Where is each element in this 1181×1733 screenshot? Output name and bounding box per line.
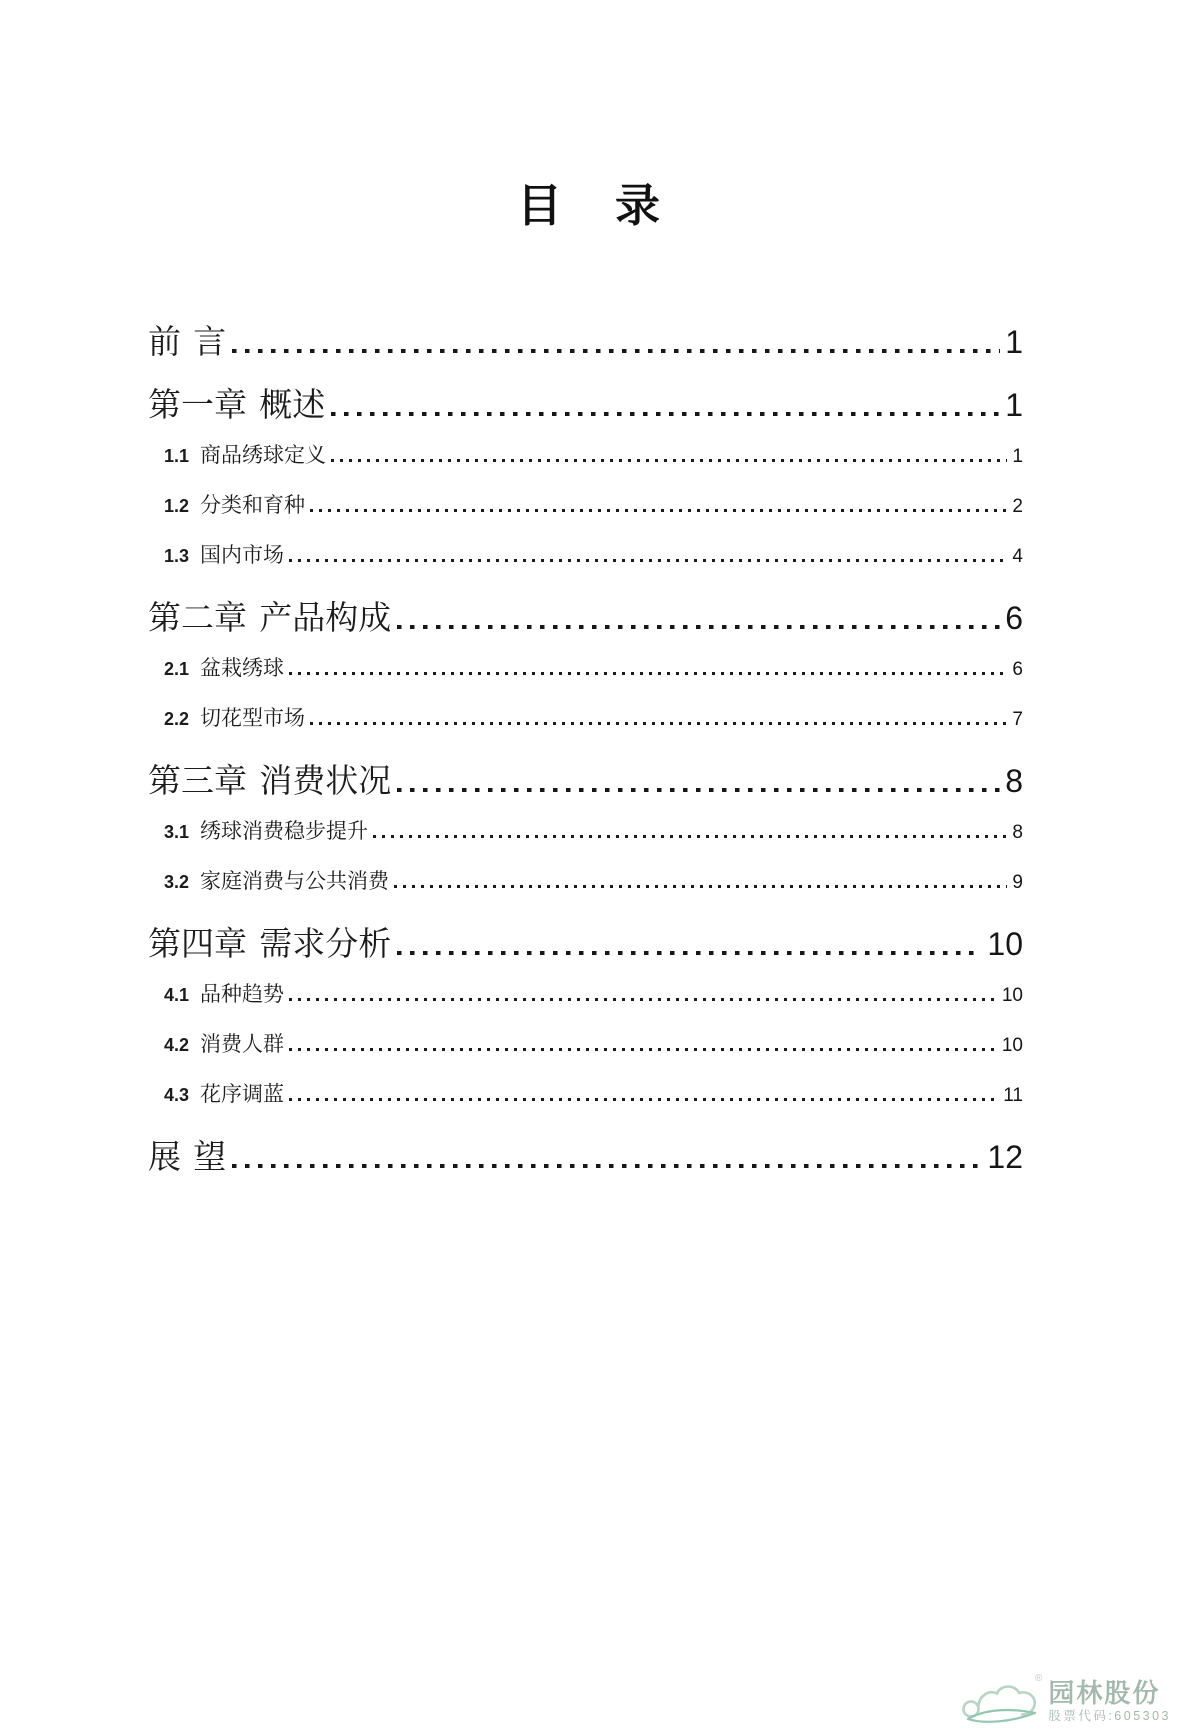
- toc-entry[interactable]: [148, 1071, 1023, 1119]
- toc-leader-dots: [289, 672, 1007, 675]
- toc-entry-label: 绣球消费稳步提升: [200, 819, 369, 843]
- toc-entry-number: 3.1: [164, 822, 190, 842]
- toc-leader-dots: [310, 509, 1007, 512]
- toc-leader-dots: [289, 1048, 997, 1051]
- toc-leader-dots: [373, 835, 1007, 838]
- toc-entry[interactable]: [148, 971, 1023, 1019]
- toc-entry-label: 前 言: [148, 325, 227, 361]
- toc-leader-dots: [232, 1164, 982, 1168]
- company-name: 园林股份: [1048, 1678, 1161, 1708]
- toc-entry-number: 2.2: [164, 709, 190, 729]
- toc-entry-number: 2.1: [164, 659, 190, 679]
- toc-entry[interactable]: [148, 695, 1023, 743]
- stock-code: 股票代码:605303: [1048, 1709, 1171, 1723]
- toc-entry-label: 品种趋势: [200, 982, 285, 1006]
- toc-entry-number: 4.1: [164, 985, 190, 1005]
- cloud-leaf-logo-icon: [956, 1673, 1043, 1725]
- toc-entry-page: 11: [1003, 1085, 1023, 1106]
- toc-leader-dots: [397, 951, 982, 955]
- toc-entry-page: 7: [1012, 709, 1023, 730]
- toc-entry-label: 展 望: [148, 1140, 227, 1176]
- toc-entry-label: 盆栽绣球: [200, 656, 285, 680]
- company-logo: [956, 1673, 1171, 1725]
- toc-entry-label: 第一章 概述: [148, 388, 326, 424]
- toc-leader-dots: [310, 722, 1007, 725]
- toc-entry[interactable]: [148, 757, 1023, 806]
- toc-entry-page: 10: [1001, 985, 1023, 1006]
- toc-entry[interactable]: [148, 645, 1023, 693]
- company-logo-text: [1048, 1680, 1171, 1725]
- toc-leader-dots: [232, 349, 1000, 353]
- toc-entry-page: 6: [1005, 600, 1023, 636]
- toc-leader-dots: [394, 885, 1007, 888]
- toc-leader-dots: [289, 998, 997, 1001]
- toc-entry-label: 商品绣球定义: [200, 443, 327, 467]
- toc-entry-number: 4.3: [164, 1085, 190, 1105]
- toc-entry-label: 第三章 消费状况: [148, 764, 392, 800]
- toc-entry-label: 花序调蓝: [200, 1082, 285, 1106]
- toc-entry-page: 2: [1012, 496, 1023, 517]
- toc-entry-page: 1: [1005, 324, 1023, 360]
- toc-leader-dots: [289, 559, 1007, 562]
- toc-entry-label: 切花型市场: [200, 706, 306, 730]
- toc-entry-page: 1: [1005, 387, 1023, 423]
- toc-entry[interactable]: [148, 532, 1023, 580]
- toc-entry[interactable]: [148, 594, 1023, 643]
- toc-entry[interactable]: [148, 432, 1023, 480]
- toc-entry-label: 第二章 产品构成: [148, 601, 392, 637]
- toc-entry-page: 10: [987, 926, 1023, 962]
- toc-leader-dots: [331, 459, 1007, 462]
- toc-entry[interactable]: [148, 1021, 1023, 1069]
- toc-entry-number: 1.2: [164, 496, 190, 516]
- toc-entry-label: 分类和育种: [200, 493, 306, 517]
- toc-entry-page: 4: [1012, 546, 1023, 567]
- toc-leader-dots: [397, 625, 1000, 629]
- toc-entry-label: 第四章 需求分析: [148, 927, 392, 963]
- page-title: 目 录: [516, 181, 664, 231]
- toc-entry-page: 8: [1005, 763, 1023, 799]
- toc-entry[interactable]: [148, 482, 1023, 530]
- toc-entry[interactable]: [148, 858, 1023, 906]
- registered-trademark-icon: ®: [1034, 1673, 1043, 1684]
- toc-entry-page: 1: [1012, 446, 1023, 467]
- toc-leader-dots: [331, 412, 1000, 416]
- toc-entry[interactable]: [148, 808, 1023, 856]
- toc-entry[interactable]: [148, 920, 1023, 969]
- toc-leader-dots: [289, 1098, 998, 1101]
- toc-entry-number: 1.3: [164, 546, 190, 566]
- toc-entry-number: 4.2: [164, 1035, 190, 1055]
- toc-entry-label: 家庭消费与公共消费: [200, 869, 390, 893]
- toc-entry[interactable]: [148, 318, 1023, 367]
- toc-entry-number: 3.2: [164, 872, 190, 892]
- toc-entry-page: 8: [1012, 822, 1023, 843]
- toc-entry-page: 10: [1001, 1035, 1023, 1056]
- toc-entry-page: 6: [1012, 659, 1023, 680]
- toc-entry-page: 12: [987, 1139, 1023, 1175]
- toc-entry-label: 国内市场: [200, 543, 285, 567]
- toc-entry-label: 消费人群: [200, 1032, 285, 1056]
- toc-leader-dots: [397, 788, 1000, 792]
- toc-entry[interactable]: [148, 381, 1023, 430]
- toc-list: [148, 318, 1023, 1182]
- toc-entry-page: 9: [1012, 872, 1023, 893]
- toc-entry-number: 1.1: [164, 446, 190, 466]
- toc-entry[interactable]: [148, 1133, 1023, 1182]
